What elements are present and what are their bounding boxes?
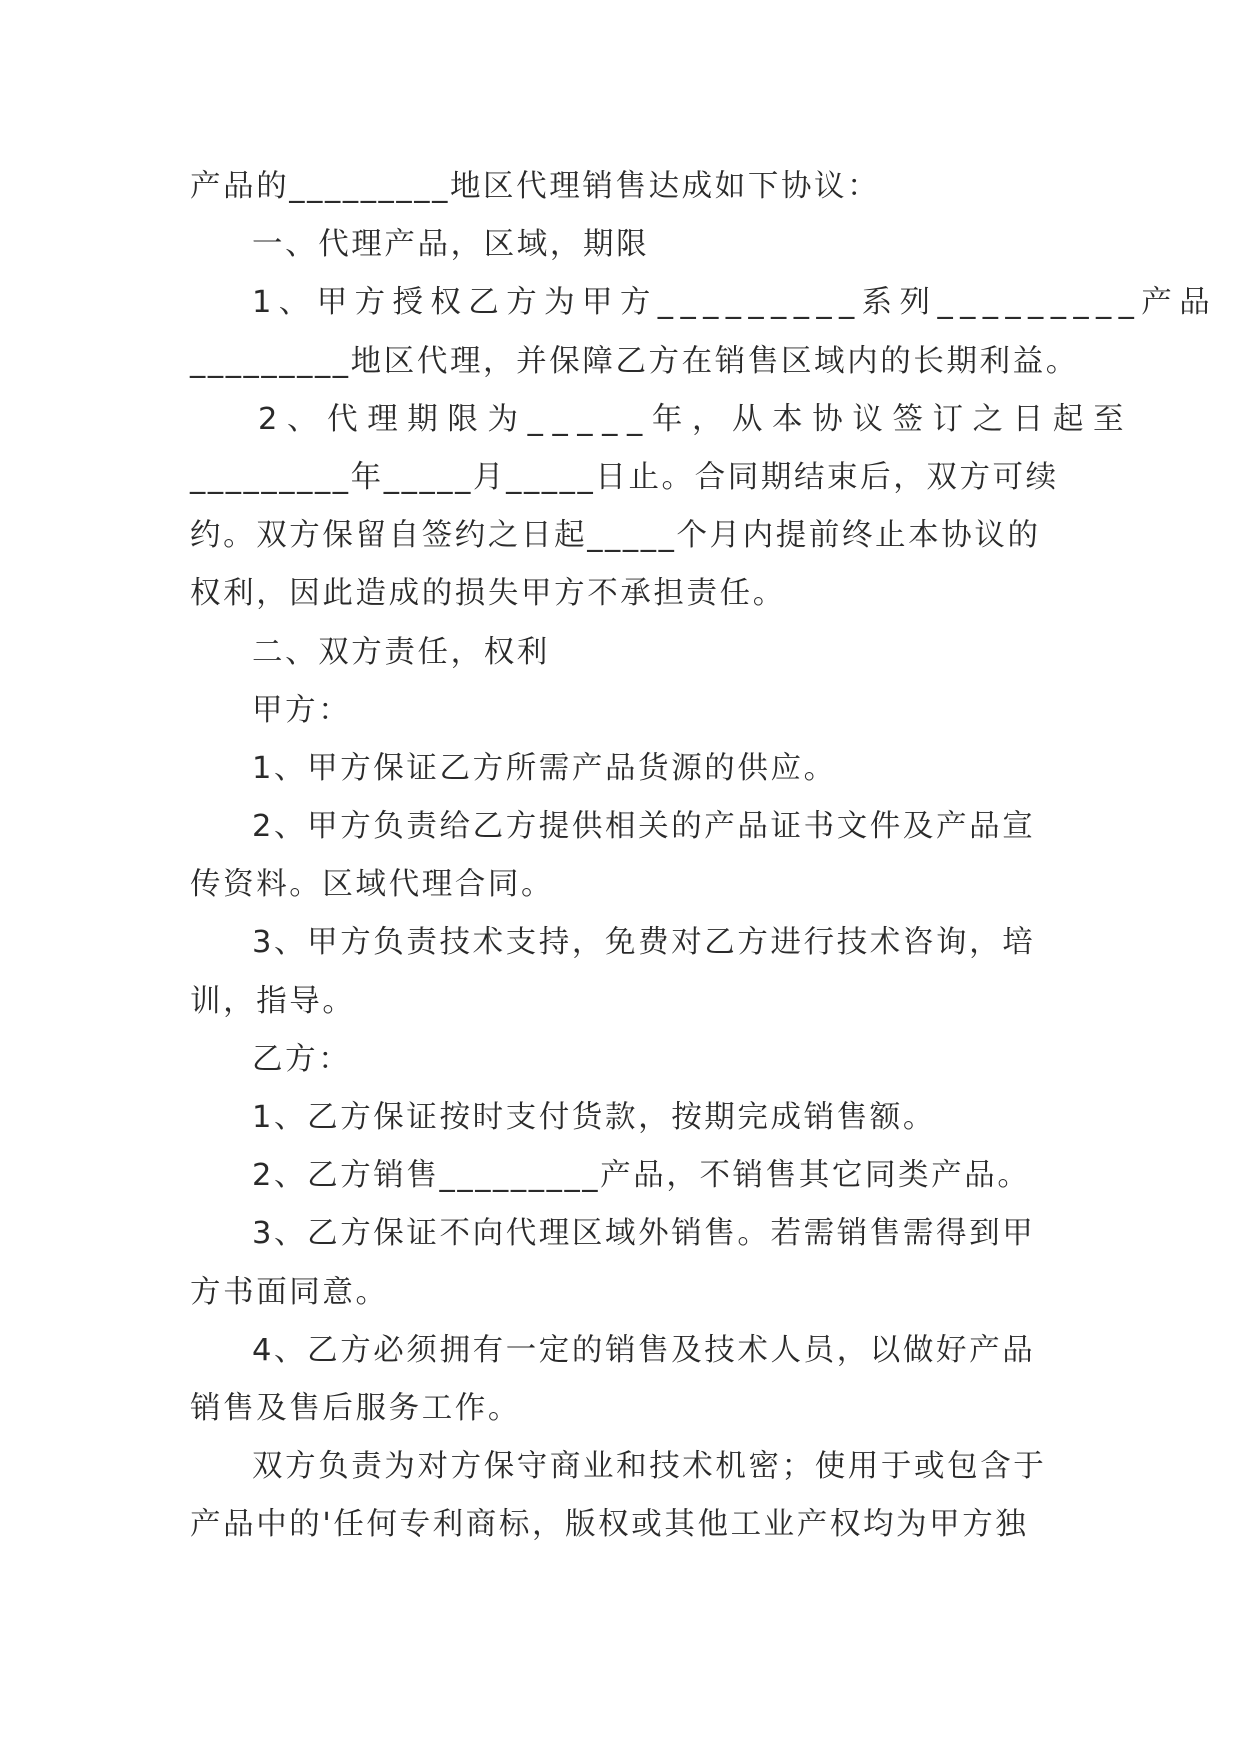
- text-line: 双方负责为对方保守商业和技术机密；使用于或包含于: [252, 1449, 1047, 1485]
- text-line: 1、乙方保证按时支付货款，按期完成销售额。: [252, 1100, 937, 1135]
- text-line: 训，指导。: [190, 983, 356, 1019]
- text-line: 1、甲方保证乙方所需产品货源的供应。: [252, 750, 837, 786]
- text-line: 1、甲方授权乙方为甲方_________系列_________产品: [252, 285, 1218, 321]
- text-line: 2、甲方负责给乙方提供相关的产品证书文件及产品宣: [252, 809, 1036, 845]
- text-line: 产品的_________地区代理销售达成如下协议：: [190, 169, 881, 204]
- party-heading: 乙方：: [252, 1041, 352, 1077]
- text-line: 约。双方保留自签约之日起_____个月内提前终止本协议的: [190, 518, 1041, 554]
- text-line: 2、乙方销售_________产品，不销售其它同类产品。: [252, 1158, 1031, 1194]
- party-heading: 甲方：: [252, 692, 352, 728]
- section-heading: 一、代理产品，区域，期限: [252, 227, 650, 263]
- document-body: [190, 158, 1218, 1555]
- text-line: _________年_____月_____日止。合同期结束后，双方可续: [190, 459, 1059, 495]
- section-heading: 二、双方责任，权利: [252, 634, 550, 670]
- text-line: 产品中的'任何专利商标，版权或其他工业产权均为甲方独: [190, 1507, 1029, 1543]
- text-line: 3、乙方保证不向代理区域外销售。若需销售需得到甲: [252, 1216, 1036, 1252]
- text-line: 权利，因此造成的损失甲方不承担责任。: [190, 576, 786, 612]
- text-line: 销售及售后服务工作。: [190, 1390, 521, 1426]
- text-line: 方书面同意。: [190, 1274, 389, 1310]
- text-line: _________地区代理，并保障乙方在销售区域内的长期利益。: [190, 343, 1079, 379]
- text-line: 4、乙方必须拥有一定的销售及技术人员，以做好产品: [252, 1332, 1036, 1368]
- text-line: 传资料。区域代理合同。: [190, 867, 555, 903]
- text-line: 3、甲方负责技术支持，免费对乙方进行技术咨询，培: [252, 925, 1036, 961]
- text-line: 2、代理期限为_____年，从本协议签订之日起至: [258, 401, 1134, 437]
